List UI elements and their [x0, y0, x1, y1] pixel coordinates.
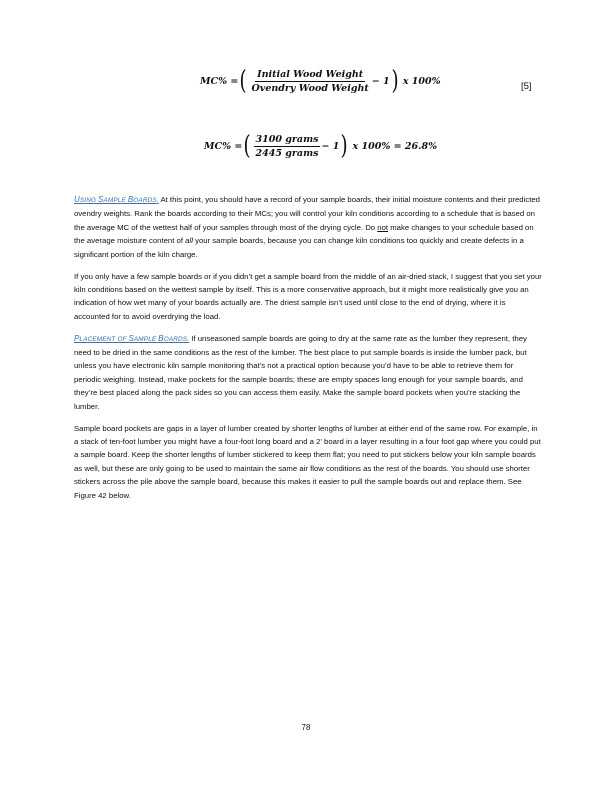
paragraph-using-sample-boards [74, 193, 542, 261]
equation-2-fraction [254, 134, 321, 159]
equation-2-lhs: MC% = [204, 140, 243, 152]
right-paren: ) [340, 131, 349, 161]
equation-2-minus-one: − 1 [321, 140, 340, 152]
left-paren: ( [239, 66, 248, 96]
underlined-word: not [377, 222, 389, 232]
equation-2-denominator: 2445 grams [255, 147, 319, 159]
paragraph-sample-board-pockets: Sample board pockets are gaps in a layer of lumber created by shorter lengths of lumber at either end of the same row. For example, in a stack of ten-foot lumber you might have a four-foot long board and a 2’ board in a layer resulting in a four foot gap where you could put a sample board. Keep the shorter lengths of lumber stickered to keep them flat; you need to put stickers below your kiln sample boards as well, but these are only going to be used to maintain the same air flow conditions as the rest of the boards. You should use shorter stickers across the pile above the sample board, because this makes it easier to pull the sample boards out and replace them. See Figure 42 below. [74, 423, 541, 500]
equation-2-numerator: 3100 grams [255, 133, 319, 145]
paragraph-text: At this point, you should have a record of your sample boards, their initial moisture contents and their predicted ovendry weights. Rank the boards according to their MCs; you will control your kiln conditions according to a schedule that is based on the average MC of the wettest half of your samples through most of the drying cycle. Do [74, 195, 540, 232]
paragraph-few-sample-boards: If you only have a few sample boards or if you didn’t get a sample board from the middle of an air-dried stack, I suggest that you set your kiln conditions based on the wettest sample by itself. This is a more conservative approach, but it might more realistically give you an indication of how wet many of your boards actually are. The driest sample isn’t used until close to the end of drying, where it is accounted for to avoid overdrying the load. [74, 271, 542, 321]
paragraph-text: your sample boards, because you can change kiln conditions too quickly and create defects in a significant portion of the kiln charge. [74, 236, 524, 259]
equation-2-times: x 100% = 26.8% [352, 140, 438, 152]
equation-1-numerator: Initial Wood Weight [257, 68, 364, 80]
equation-1-minus-one: − 1 [371, 75, 390, 87]
section-heading-placement-of-sample-boards: PLACEMENT OF SAMPLE BOARDS. [74, 333, 190, 343]
section-heading-using-sample-boards: USING SAMPLE BOARDS. [74, 195, 159, 204]
paragraph-text: make changes to your schedule based on the average moisture content of [74, 222, 534, 246]
equation-1-times: x 100% [402, 75, 441, 87]
paragraph-placement [74, 332, 542, 413]
left-paren: ( [243, 131, 252, 161]
page-number: 78 [301, 723, 311, 732]
equation-1-lhs: MC% = [200, 75, 239, 87]
right-paren: ) [391, 66, 399, 96]
equation-number: [5] [521, 81, 532, 92]
italic-word: all [185, 236, 193, 246]
paragraph-text: If unseasoned sample boards are going to dry at the same rate as the lumber they represent, they need to be dried in the same conditions as the rest of the lumber. The best place to put sample boards is inside the lumber pack, but unless you have electronic kiln sample monitoring that’s not a practical option because you’d have to be able to retrieve them for periodic weighing. Instead, make pockets for the sample boards; these are empty spaces long enough for your sample boards, and they’re best placed along the pack sides so you can access them easily. Make the sample board pockets when you’re stacking the lumber. [74, 333, 527, 411]
equation-1-fraction [250, 69, 371, 94]
equation-1-denominator: Ovendry Wood Weight [251, 82, 369, 94]
body-text [74, 193, 542, 511]
